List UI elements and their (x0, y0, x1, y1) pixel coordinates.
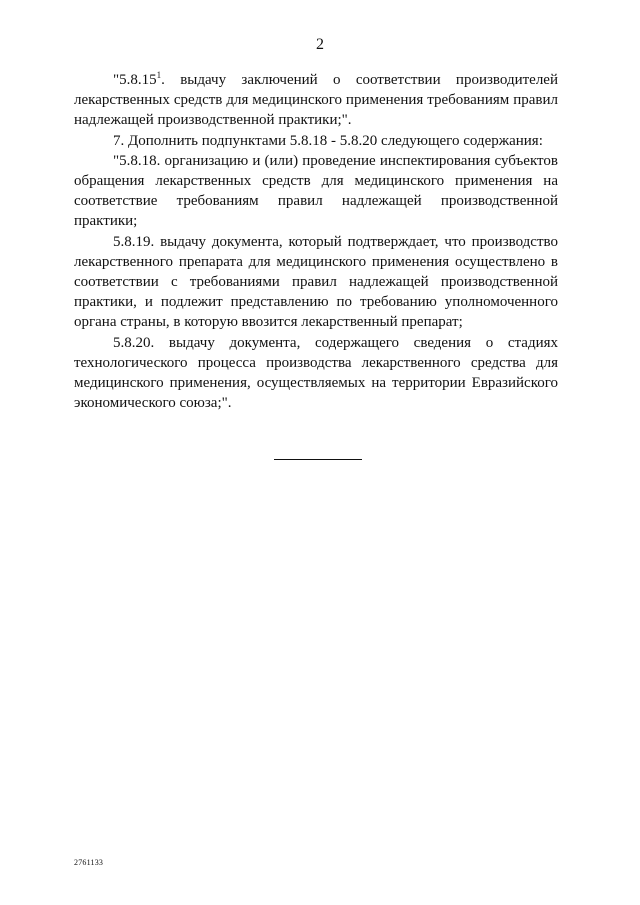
page-number: 2 (316, 36, 324, 53)
paragraph-item-7: 7. Дополнить подпунктами 5.8.18 - 5.8.20 следующего содержания: (113, 132, 543, 149)
paragraph-text: . выдачу заключений о соответствии производителей лекарственных средств для медицинского применения требованиям правил надлежащей производственной практики;". (74, 72, 558, 129)
paragraph-5-8-18: "5.8.18. организацию и (или) проведение инспектирования субъектов обращения лекарственных средств для медицинского применения на соответствие требованиям правил надлежащей производственной практики; (74, 152, 558, 230)
paragraph-5-8-15 (74, 70, 558, 131)
superscript-marker: 1 (156, 70, 162, 80)
paragraph-5-8-20: 5.8.20. выдачу документа, содержащего сведения о стадиях технологического процесса производства лекарственного средства для медицинского применения, осуществляемых на территории Евразийского экономического союза;". (74, 334, 558, 412)
paragraph-prefix: "5.8.15 (113, 72, 157, 88)
document-body (74, 70, 558, 413)
document-code: 2761133 (74, 858, 104, 867)
paragraph-5-8-19: 5.8.19. выдачу документа, который подтверждает, что производство лекарственного препарата для медицинского применения осуществлено в соответствии с требованиями правил надлежащей производственной практики, и подлежит представлению по требованию уполномоченного органа страны, в которую ввозится лекарственный препарат; (74, 233, 558, 331)
end-separator-line (274, 459, 362, 460)
